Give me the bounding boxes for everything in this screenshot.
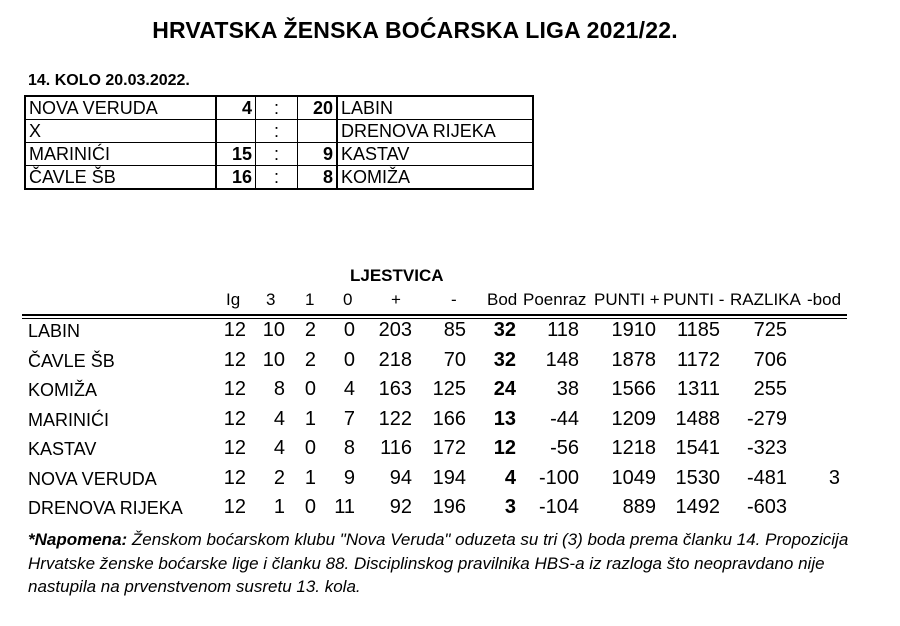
- standings-row: [0, 408, 900, 436]
- cell-l0: 4: [343, 378, 355, 400]
- cell-w3: 4: [273, 407, 285, 430]
- score-separator: :: [256, 96, 298, 120]
- cell-ig: 12: [223, 348, 246, 371]
- cell-bod: 13: [493, 407, 516, 430]
- away-score: 8: [298, 166, 338, 190]
- cell-plus: 203: [378, 319, 412, 341]
- cell-plus: 122: [378, 407, 412, 430]
- cell-w3: 4: [273, 437, 285, 459]
- team-name: DRENOVA RIJEKA: [28, 498, 183, 518]
- cell-l0: 9: [343, 466, 355, 489]
- cell-w1: 1: [304, 407, 316, 430]
- header-punti-minus: PUNTI -: [663, 290, 725, 309]
- team-name: KASTAV: [28, 439, 97, 459]
- header-3: 3: [266, 290, 276, 309]
- home-team: X: [25, 120, 216, 143]
- cell-plus: 163: [378, 378, 412, 400]
- cell-l0: 7: [343, 407, 355, 430]
- team-name: MARINIĆI: [28, 409, 109, 430]
- cell-bod: 12: [493, 437, 516, 459]
- team-name: ČAVLE ŠB: [28, 350, 115, 371]
- team-name: KOMIŽA: [28, 380, 98, 400]
- result-row: [25, 166, 533, 190]
- cell-ig: 12: [223, 437, 246, 459]
- standings-row: [0, 437, 900, 465]
- cell-poenraz: 118: [547, 319, 579, 341]
- cell-razlika: 706: [753, 348, 787, 371]
- note: [28, 528, 888, 599]
- cell-poenraz: -104: [538, 496, 579, 518]
- away-team: LABIN: [337, 96, 533, 120]
- cell-razlika: -279: [746, 407, 787, 430]
- cell-punti-plus: 1878: [611, 348, 656, 371]
- header-punti-plus: PUNTI +: [594, 290, 660, 309]
- note-text: Ženskom boćarskom klubu "Nova Veruda" oduzeta su tri (3) boda prema članku 14. Propozicija Hrvatske ženske boćarske lige i članku 88. Disciplinskog pravilnika HBS-a iz razloga što neopravdano nije nastupila na prvenstvenom susretu 13. kola.: [28, 530, 849, 596]
- score-separator: :: [256, 120, 298, 143]
- header-rule: [22, 314, 847, 316]
- result-row: [25, 96, 533, 120]
- cell-w1: 0: [304, 496, 316, 518]
- header-bod: Bod: [487, 290, 518, 309]
- away-score: 20: [298, 96, 338, 120]
- score-separator: :: [256, 166, 298, 190]
- cell-w1: 2: [304, 348, 316, 371]
- home-team: ČAVLE ŠB: [25, 166, 216, 190]
- cell-poenraz: 38: [556, 378, 579, 400]
- cell-plus: 218: [378, 348, 412, 371]
- home-score: 4: [216, 96, 256, 120]
- header-razlika: RAZLIKA: [730, 290, 801, 309]
- cell-punti-plus: 1910: [611, 319, 656, 341]
- cell-w3: 2: [273, 466, 285, 489]
- cell-bod: 32: [493, 348, 516, 371]
- home-score: [216, 120, 256, 143]
- result-row: [25, 120, 533, 143]
- round-title: 14. KOLO 20.03.2022.: [28, 72, 190, 89]
- home-score: 16: [216, 166, 256, 190]
- away-team: KOMIŽA: [337, 166, 533, 190]
- cell-punti-minus: 1185: [676, 319, 720, 341]
- cell-punti-plus: 1049: [611, 466, 656, 489]
- cell-ig: 12: [223, 319, 246, 341]
- cell-minus: 196: [432, 496, 466, 518]
- cell-punti-minus: 1541: [675, 437, 720, 459]
- cell-razlika: -323: [746, 437, 787, 459]
- away-team: KASTAV: [337, 143, 533, 166]
- results-table: [24, 95, 534, 190]
- cell-minus: 125: [432, 378, 466, 400]
- score-separator: :: [256, 143, 298, 166]
- cell-punti-plus: 1218: [611, 437, 656, 459]
- header-minus: -: [451, 290, 457, 309]
- cell-poenraz: -100: [538, 466, 579, 489]
- cell-w1: 0: [304, 437, 316, 459]
- cell-punti-plus: 889: [622, 496, 656, 518]
- standings-title: LJESTVICA: [350, 266, 444, 285]
- cell-minus-bod: 3: [828, 466, 840, 489]
- away-team: DRENOVA RIJEKA: [337, 120, 533, 143]
- cell-l0: 11: [334, 496, 355, 518]
- cell-bod: 24: [493, 378, 516, 400]
- header-minus-bod: -bod: [807, 290, 842, 309]
- home-team: NOVA VERUDA: [25, 96, 216, 120]
- cell-punti-plus: 1566: [611, 378, 656, 400]
- cell-bod: 4: [504, 466, 516, 489]
- standings-row: [0, 319, 900, 347]
- cell-l0: 0: [343, 319, 355, 341]
- cell-w1: 2: [304, 319, 316, 341]
- standings-row: [0, 496, 900, 524]
- cell-w3: 10: [262, 348, 285, 371]
- cell-minus: 85: [443, 319, 466, 341]
- cell-l0: 0: [343, 348, 355, 371]
- cell-punti-minus: 1492: [675, 496, 720, 518]
- cell-plus: 116: [380, 437, 412, 459]
- cell-punti-minus: 1488: [675, 407, 720, 430]
- cell-razlika: 255: [753, 378, 787, 400]
- cell-w3: 10: [262, 319, 285, 341]
- header-plus: +: [391, 290, 401, 309]
- page-title: HRVATSKA ŽENSKA BOĆARSKA LIGA 2021/22.: [152, 17, 678, 43]
- cell-punti-plus: 1209: [611, 407, 656, 430]
- cell-w1: 1: [304, 466, 316, 489]
- cell-razlika: -481: [746, 466, 787, 489]
- cell-ig: 12: [223, 496, 246, 518]
- result-row: [25, 143, 533, 166]
- cell-minus: 194: [432, 466, 466, 489]
- header-poenraz: Poenraz: [523, 290, 587, 309]
- cell-w1: 0: [304, 378, 316, 400]
- cell-plus: 92: [389, 496, 412, 518]
- cell-razlika: -603: [746, 496, 787, 518]
- cell-poenraz: -56: [550, 437, 579, 459]
- cell-razlika: 725: [753, 319, 787, 341]
- cell-punti-minus: 1530: [675, 466, 720, 489]
- cell-punti-minus: 1311: [676, 378, 720, 400]
- note-label: *Napomena:: [28, 530, 128, 549]
- home-score: 15: [216, 143, 256, 166]
- team-name: LABIN: [28, 321, 81, 341]
- header-ig: Ig: [226, 290, 241, 309]
- cell-minus: 70: [443, 348, 466, 371]
- cell-ig: 12: [223, 407, 246, 430]
- cell-ig: 12: [223, 466, 246, 489]
- header-1: 1: [305, 290, 315, 309]
- cell-ig: 12: [223, 378, 246, 400]
- standings-row: [0, 467, 900, 495]
- cell-l0: 8: [343, 437, 355, 459]
- away-score: [298, 120, 338, 143]
- cell-poenraz: 148: [545, 348, 579, 371]
- header-0: 0: [343, 290, 353, 309]
- team-name: NOVA VERUDA: [28, 468, 157, 489]
- cell-punti-minus: 1172: [676, 348, 720, 371]
- away-score: 9: [298, 143, 338, 166]
- home-team: MARINIĆI: [25, 143, 216, 166]
- cell-poenraz: -44: [550, 407, 579, 430]
- cell-plus: 94: [389, 466, 412, 489]
- cell-bod: 3: [504, 496, 516, 518]
- cell-minus: 166: [432, 407, 466, 430]
- cell-minus: 172: [432, 437, 466, 459]
- standings-row: [0, 349, 900, 377]
- cell-bod: 32: [493, 319, 516, 341]
- standings-row: [0, 378, 900, 406]
- cell-w3: 1: [273, 496, 285, 518]
- cell-w3: 8: [273, 378, 285, 400]
